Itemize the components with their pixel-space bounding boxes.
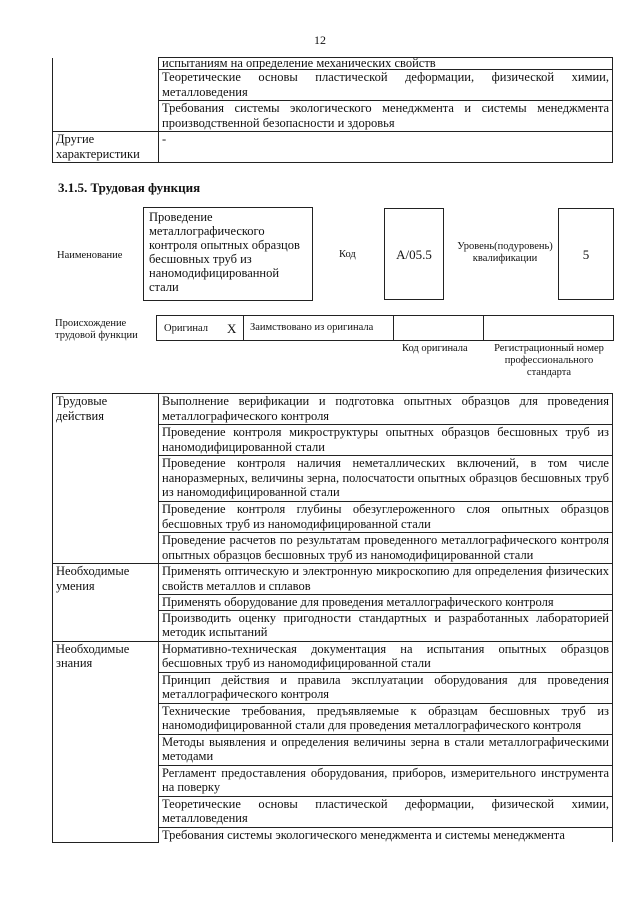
table-cell: Производить оценку пригодности стандартных и разработанных лабораторией методик испытаний — [159, 610, 613, 641]
group-title-cell: Трудовые действия — [53, 394, 159, 564]
table-cell: Теоретические основы пластической деформации, физической химии, металловедения — [159, 796, 613, 827]
table-cell: Проведение контроля микроструктуры опытных образцов бесшовных труб из наномодифицированной стали — [159, 425, 613, 456]
table-cell: Нормативно-техническая документация на испытания опытных образцов бесшовных труб из наномодифицированной стали — [159, 641, 613, 672]
table-row — [53, 132, 613, 163]
name-value-box — [143, 207, 313, 301]
code-label: Код — [339, 249, 356, 260]
table-cell: Требования системы экологического менеджмента и системы менеджмента — [159, 827, 613, 842]
table-cell: Проведение контроля глубины обезуглероженного слоя опытных образцов бесшовных труб из наномодифицированной стали — [159, 502, 613, 533]
group-title-cell: Другие характеристики — [53, 132, 159, 163]
table-row — [53, 394, 613, 425]
name-label: Наименование — [57, 250, 123, 261]
code-value-box — [384, 208, 444, 300]
section-heading: 3.1.5. Трудовая функция — [58, 180, 201, 195]
continuation-table — [52, 57, 613, 163]
page-number: 12 — [314, 33, 326, 47]
group-title-cell: Необходимые умения — [53, 564, 159, 642]
origin-label: Происхождение трудовой функции — [55, 318, 138, 341]
origin-row — [156, 315, 614, 341]
code-original-caption: Код оригинала — [402, 343, 468, 354]
table-cell: Технические требования, предъявляемые к образцам бесшовных труб из наномодифицированной стали для проведения металлографического контроля — [159, 703, 613, 734]
level-value-box — [558, 208, 614, 300]
table-cell: испытаниям на определение механических свойств — [159, 58, 613, 70]
table-cell: Требования системы экологического менеджмента и системы менеджмента производственной безопасности и здоровья — [159, 101, 613, 132]
level-value: 5 — [582, 247, 590, 262]
function-name: Проведение металлографического контроля опытных образцов бесшовных труб из наномодифицированной стали — [149, 210, 300, 294]
table-row — [53, 58, 613, 70]
original-mark: Х — [227, 321, 237, 336]
table-cell: - — [159, 132, 613, 163]
group-title-cell: Необходимые знания — [53, 641, 159, 842]
table-cell: Применять оборудование для проведения металлографического контроля — [159, 595, 613, 611]
table-cell: Методы выявления и определения величины зерна в стали металлографическими методами — [159, 734, 613, 765]
function-table — [52, 393, 613, 843]
level-label: Уровень(подуровень) квалификации — [457, 241, 553, 264]
group-title-cell — [53, 58, 159, 132]
origin-divider — [393, 316, 394, 340]
table-cell: Проведение расчетов по результатам проведенного металлографического контроля опытных образцов бесшовных труб из наномодифицированной стали — [159, 533, 613, 564]
table-cell: Регламент предоставления оборудования, приборов, измерительного инструмента на поверку — [159, 765, 613, 796]
origin-divider — [483, 316, 484, 340]
table-cell: Проведение контроля наличия неметаллических включений, в том числе наноразмерных, величины зерна, полосчатости опытных образцов бесшовных труб из наномодифицированной стали — [159, 456, 613, 502]
origin-divider — [243, 316, 244, 340]
registration-caption: Регистрационный номер профессионального стандарта — [494, 343, 604, 378]
table-cell: Теоретические основы пластической деформации, физической химии, металловедения — [159, 70, 613, 101]
original-label: Оригинал — [164, 323, 208, 334]
table-row — [53, 641, 613, 672]
table-row — [53, 564, 613, 595]
table-cell: Применять оптическую и электронную микроскопию для определения физических свойств металлов и сплавов — [159, 564, 613, 595]
table-cell: Принцип действия и правила эксплуатации оборудования для проведения металлографического контроля — [159, 672, 613, 703]
code-value: А/05.5 — [396, 247, 432, 262]
borrowed-label: Заимствовано из оригинала — [250, 322, 374, 333]
table-cell: Выполнение верификации и подготовка опытных образцов для проведения металлографического контроля — [159, 394, 613, 425]
